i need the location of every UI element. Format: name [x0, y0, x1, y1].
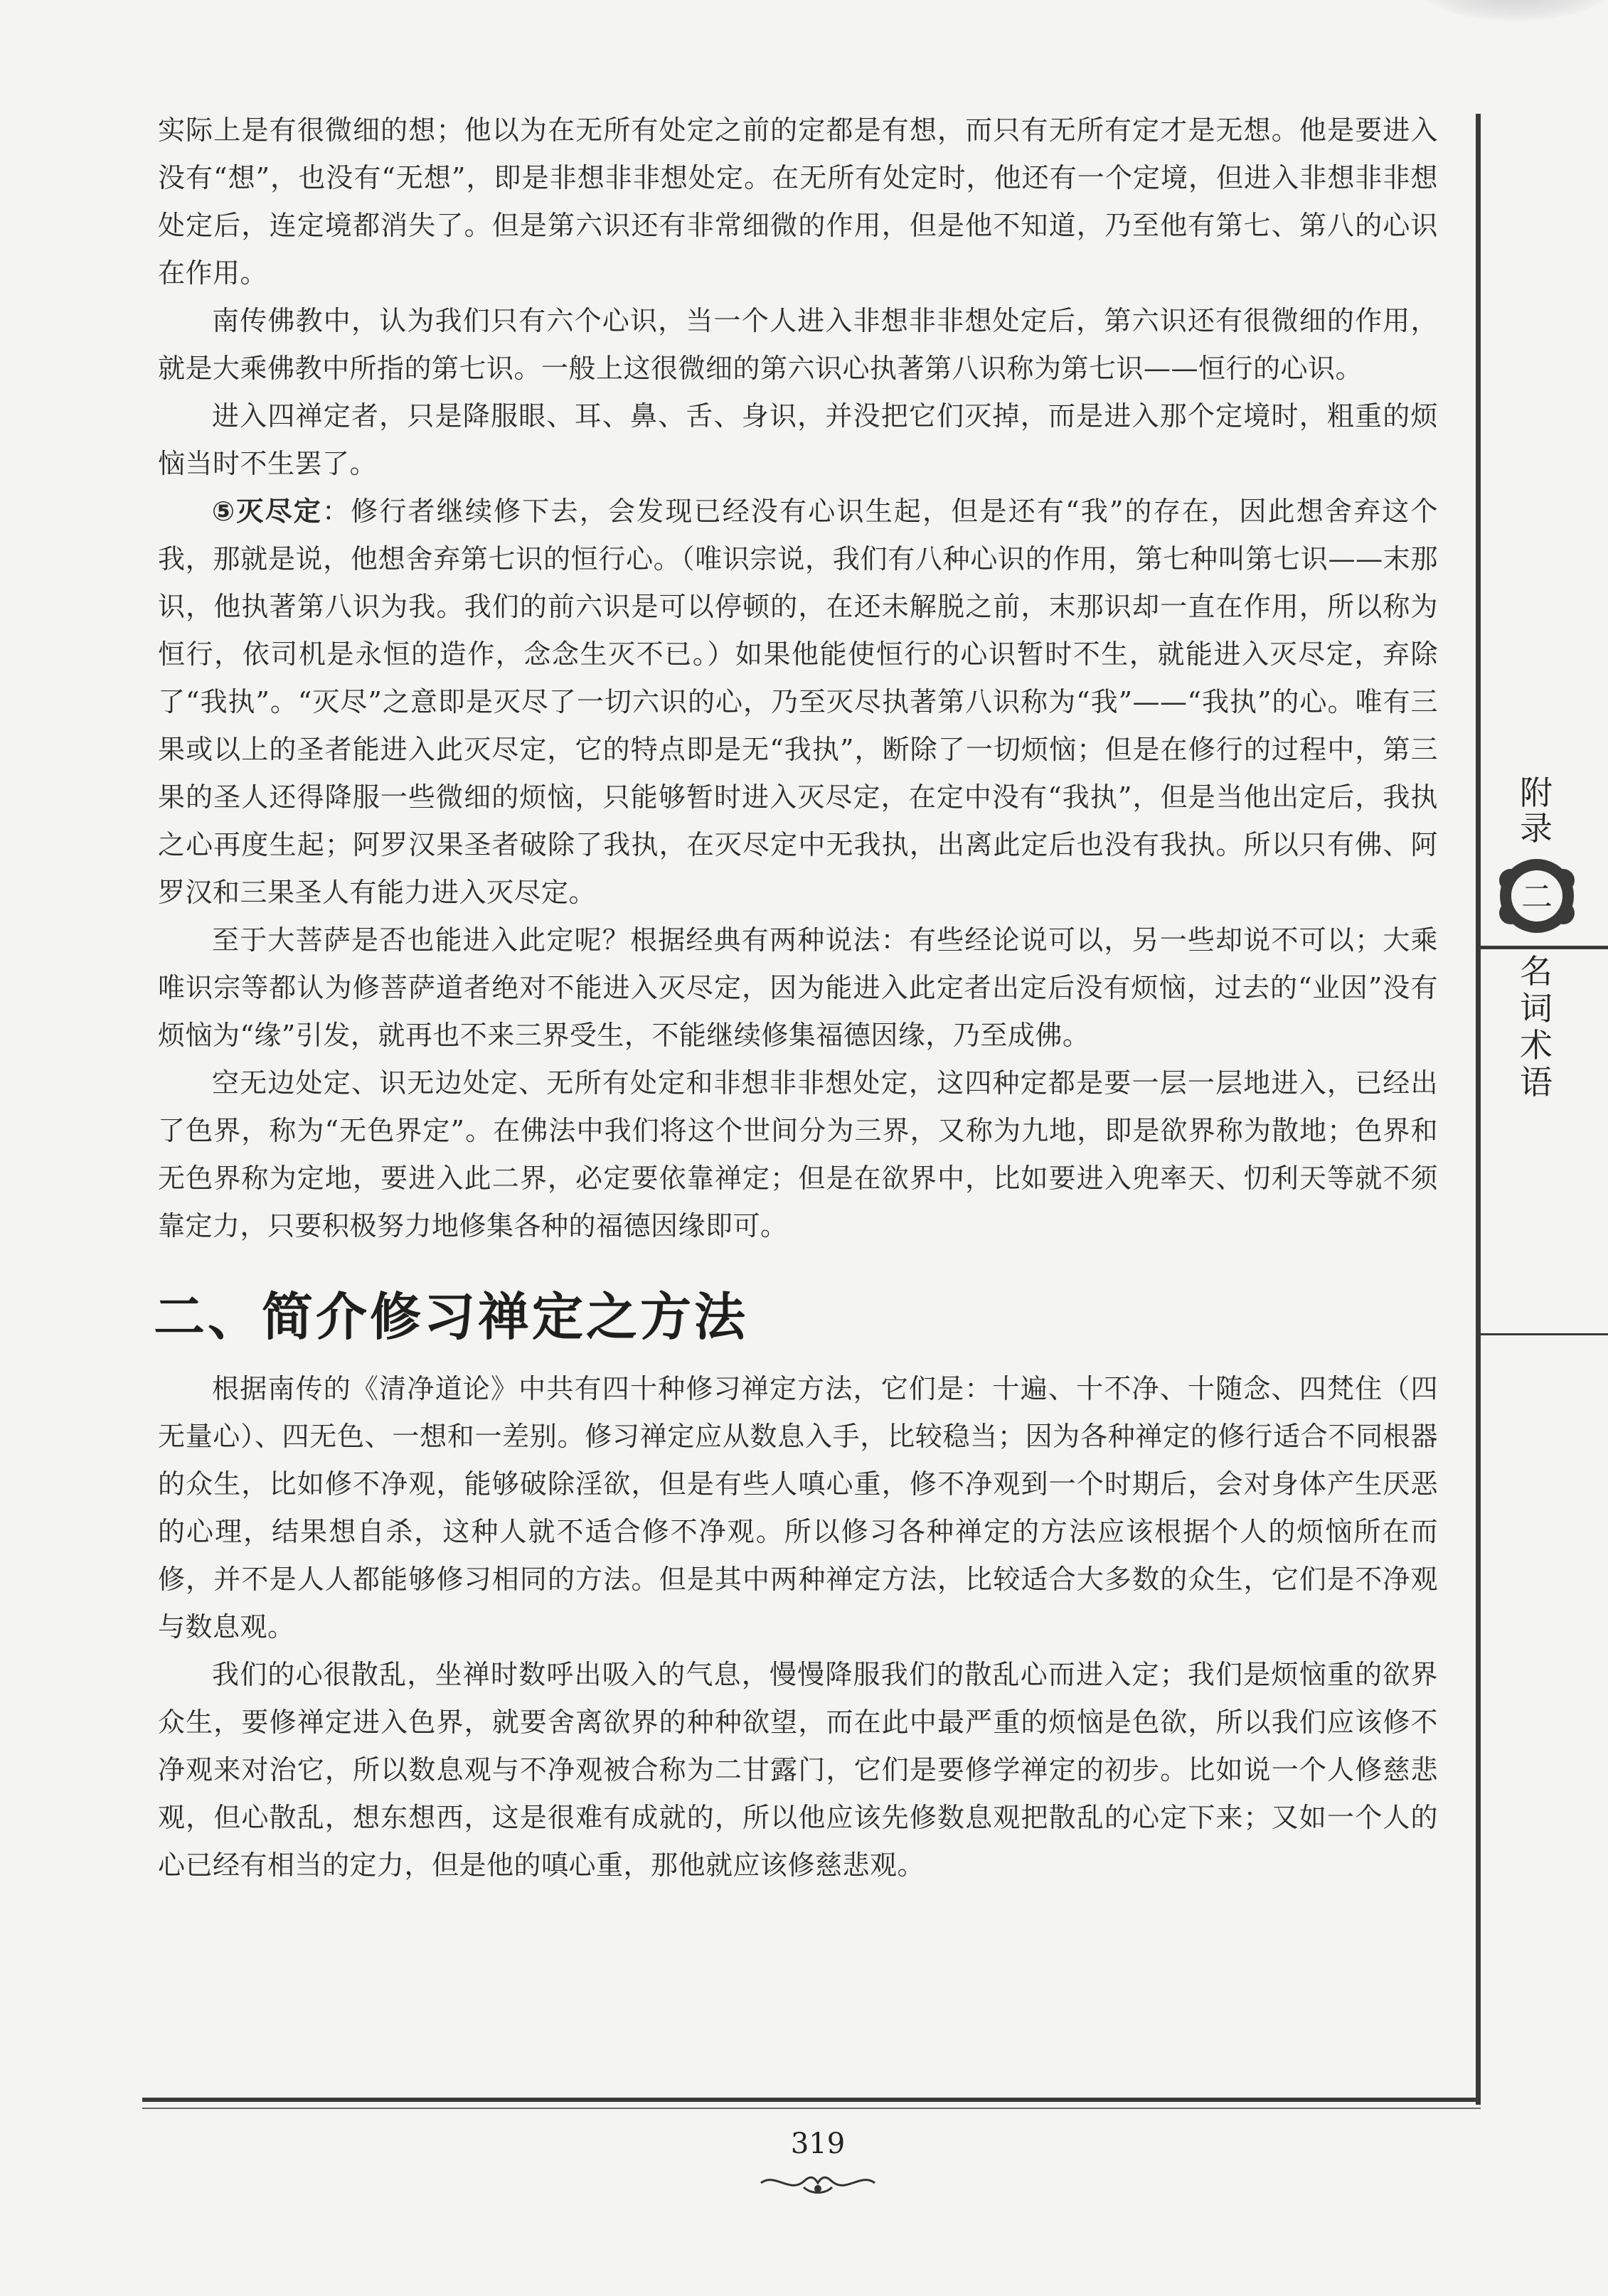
paragraph-6: 空无边处定、识无边处定、无所有处定和非想非非想处定，这四种定都是要一层一层地进入，已经出了色界，称为“无色界定”。在佛法中我们将这个世间分为三界，又称为九地，即是欲界称为散地；色界和无色界称为定地，要进入此二界，必定要依靠禅定；但是在欲界中，比如要进入兜率天、忉利天等就不须靠定力，只要积极努力地修集各种的福德因缘即可。 — [158, 1067, 1438, 1242]
paragraph-8: 我们的心很散乱，坐禅时数呼出吸入的气息，慢慢降服我们的散乱心而进入定；我们是烦恼重的欲界众生，要修禅定进入色界，就要舍离欲界的种种欲望，而在此中最严重的烦恼是色欲，所以我们应该修不净观来对治它，所以数息观与不净观被合称为二甘露门，它们是要修学禅定的初步。比如说一个人修慈悲观，但心散乱，想东想西，这是很难有成就的，所以他应该先修数息观把散乱的心定下来；又如一个人的心已经有相当的定力，但是他的嗔心重，那他就应该修慈悲观。 — [158, 1659, 1438, 1881]
footer-ornament-icon — [754, 2169, 882, 2197]
paragraph-7: 根据南传的《清净道论》中共有四十种修习禅定方法，它们是：十遍、十不净、十随念、四梵住（四无量心）、四无色、一想和一差别。修习禅定应从数息入手，比较稳当；因为各种禅定的修行适合不同根器的众生，比如修不净观，能够破除淫欲，但是有些人嗔心重，修不净观到一个时期后，会对身体产生厌恶的心理，结果想自杀，这种人就不适合修不净观。所以修习各种禅定的方法应该根据个人的烦恼所在而修，并不是人人都能够修习相同的方法。但是其中两种禅定方法，比较适合大多数的众生，它们是不净观与数息观。 — [158, 1373, 1438, 1643]
page-number: 319 — [790, 2127, 846, 2160]
bottom-rule-thin — [142, 2108, 1481, 2109]
side-tab-lower-rule — [1481, 1333, 1608, 1335]
main-text — [154, 107, 1438, 1889]
badge-label: 二 — [1521, 879, 1553, 915]
paragraph-4 — [158, 488, 1438, 917]
paragraph-2: 南传佛教中，认为我们只有六个心识，当一个人进入非想非非想处定后，第六识还有很微细的作用，就是大乘佛教中所指的第七识。一般上这很微细的第六识心执著第八识称为第七识——恒行的心识。 — [158, 305, 1438, 384]
glossary-char-4: 语 — [1520, 1063, 1553, 1101]
glossary-char-3: 术 — [1520, 1026, 1553, 1064]
paragraph-5: 至于大菩萨是否也能进入此定呢？根据经典有两种说法：有些经论说可以，另一些却说不可以；大乘唯识宗等都认为修菩萨道者绝对不能进入灭尽定，因为能进入此定者出定后没有烦恼，过去的“业因”没有烦恼为“缘”引发，就再也不来三界受生，不能继续修集福德因缘，乃至成佛。 — [158, 924, 1438, 1051]
appendix-label: 附录 — [1520, 774, 1553, 848]
glossary-char-2: 词 — [1520, 989, 1553, 1027]
page-right-border — [1476, 114, 1481, 2105]
chapter-badge — [1495, 853, 1579, 939]
paragraph-4-text: ：修行者继续修下去，会发现已经没有心识生起，但是还有“我”的存在，因此想舍弃这个我，那就是说，他想舍弃第七识的恒行心。（唯识宗说，我们有八种心识的作用，第七种叫第七识——末那识，他执著第八识为我。我们的前六识是可以停顿的，在还未解脱之前，末那识却一直在作用，所以称为恒行，依司机是永恒的造作，念念生灭不已。）如果他能使恒行的心识暂时不生，就能进入灭尽定，弃除了“我执”。“灭尽”之意即是灭尽了一切六识的心，乃至灭尽执著第八识称为“我”——“我执”的心。唯有三果或以上的圣者能进入此灭尽定，它的特点即是无“我执”，断除了一切烦恼；但是在修行的过程中，第三果的圣人还得降服一些微细的烦恼，只能够暂时进入灭尽定，在定中没有“我执”，但是当他出定后，我执之心再度生起；阿罗汉果圣者破除了我执，在灭尽定中无我执，出离此定后也没有我执。所以只有佛、阿罗汉和三果圣人有能力进入灭尽定。 — [158, 496, 1438, 908]
side-tab — [1481, 739, 1608, 1344]
term-cessation: ⑤灭尽定 — [212, 496, 322, 527]
glossary-label — [1516, 953, 1556, 1101]
paragraph-3: 进入四禅定者，只是降服眼、耳、鼻、舌、身识，并没把它们灭掉，而是进入那个定境时，粗重的烦恼当时不生罢了。 — [158, 400, 1438, 479]
page-curl-shadow — [1423, 0, 1608, 21]
paragraph-1: 实际上是有很微细的想；他以为在无所有处定之前的定都是有想，而只有无所有定才是无想。他是要进入没有“想”，也没有“无想”，即是非想非非想处定。在无所有处定时，他还有一个定境，但进入非想非非想处定后，连定境都消失了。但是第六识还有非常细微的作用，但是他不知道，乃至他有第七、第八的心识在作用。 — [158, 114, 1438, 289]
glossary-char-1: 名 — [1520, 952, 1553, 991]
section-heading: 二、简介修习禅定之方法 — [154, 1287, 749, 1347]
bottom-rule — [142, 2098, 1481, 2102]
